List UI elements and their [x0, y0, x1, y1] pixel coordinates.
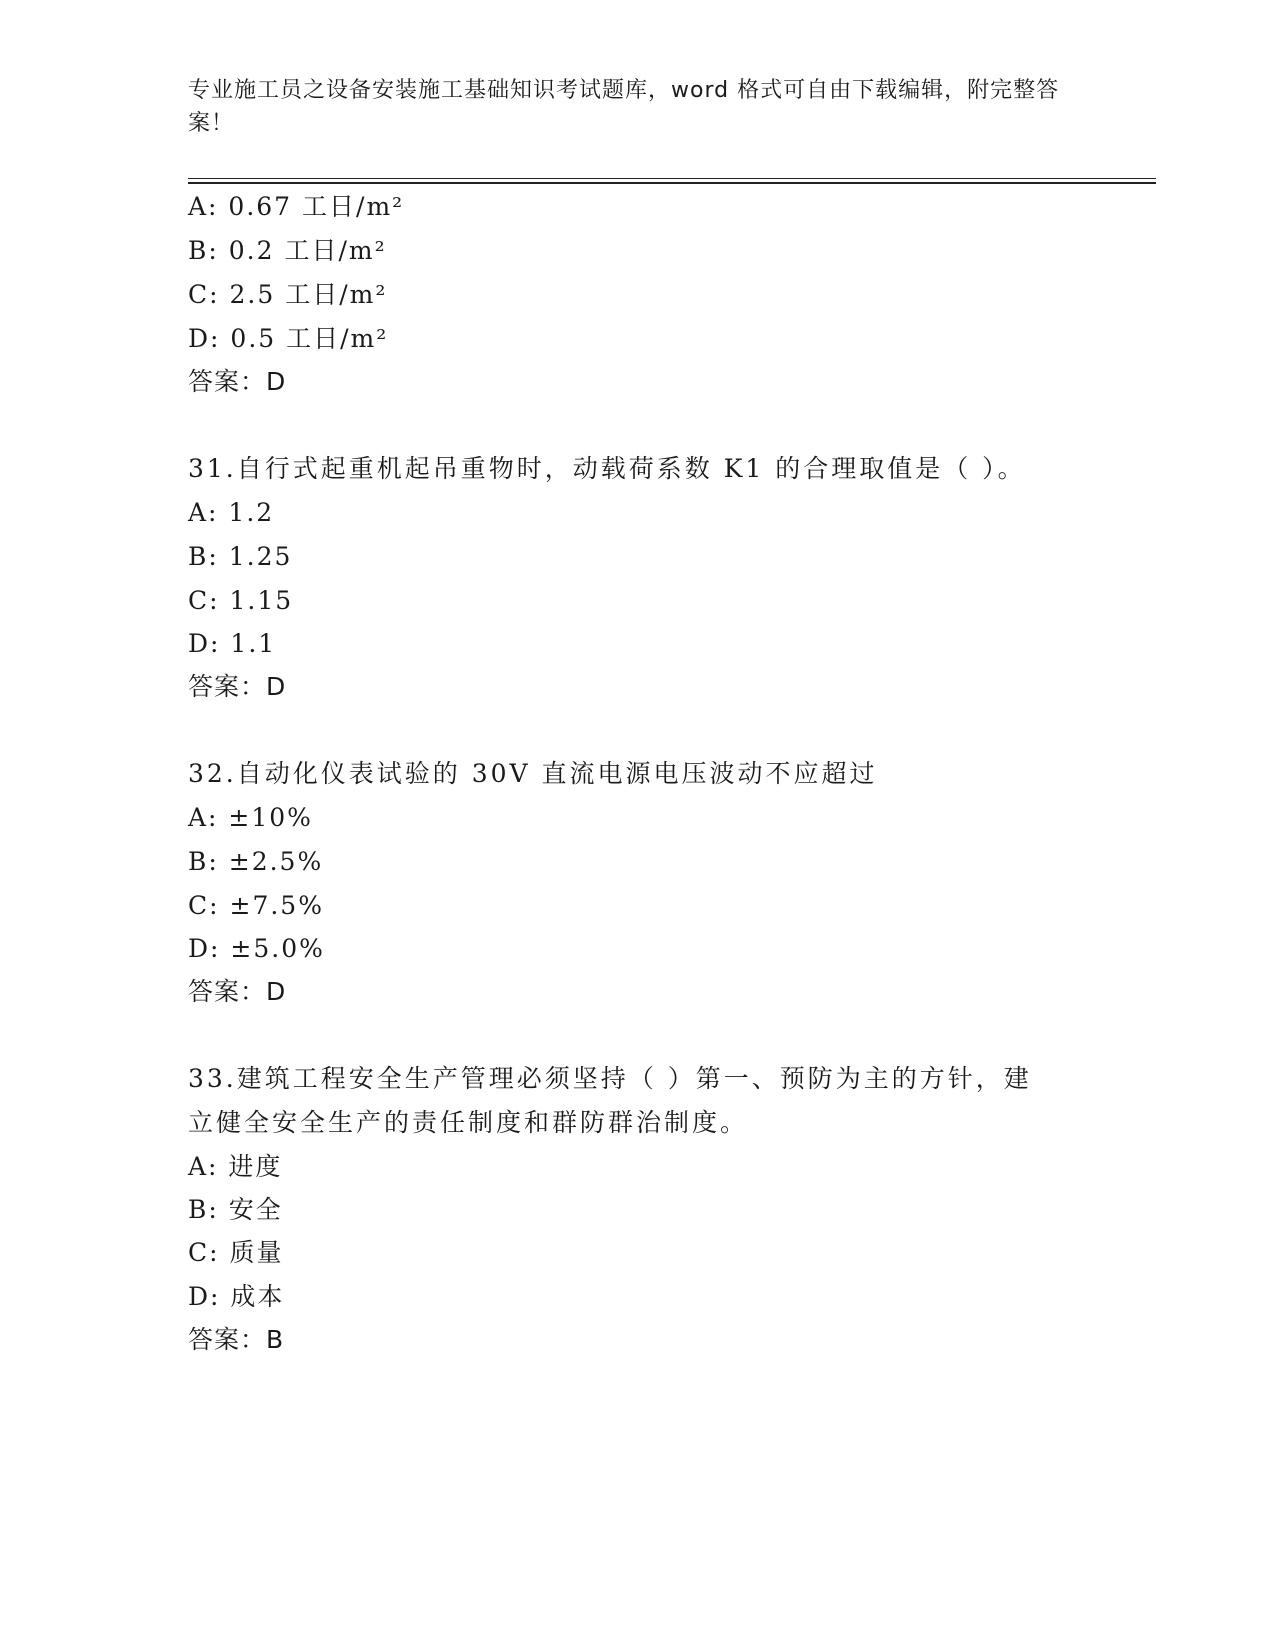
question-31-stem: 31.自行式起重机起吊重物时，动载荷系数 K1 的合理取值是（ ）。 — [188, 454, 1026, 483]
question-32-option-d: D: ±5.0% — [188, 934, 325, 963]
question-31-option-b: B: 1.25 — [188, 542, 293, 571]
question-33-option-c: C: 质量 — [188, 1238, 284, 1267]
question-31-answer: 答案：D — [188, 672, 287, 701]
question-33-option-d: D: 成本 — [188, 1282, 285, 1311]
question-33-option-b: B: 安全 — [188, 1195, 283, 1224]
question-31-option-d: D: 1.1 — [188, 629, 277, 658]
question-31-option-c: C: 1.15 — [188, 586, 294, 615]
option-c: C: 2.5 工日/m² — [188, 280, 388, 309]
option-b: B: 0.2 工日/m² — [188, 236, 387, 265]
document-header: 专业施工员之设备安装施工基础知识考试题库，word 格式可自由下载编辑，附完整答案！ — [188, 78, 1060, 136]
question-32-answer: 答案：D — [188, 977, 287, 1006]
question-33-stem-line-2: 立健全安全生产的责任制度和群防群治制度。 — [188, 1108, 749, 1137]
question-32-stem: 32.自动化仪表试验的 30V 直流电源电压波动不应超过 — [188, 759, 878, 788]
question-33-option-a: A: 进度 — [188, 1152, 283, 1181]
option-d: D: 0.5 工日/m² — [188, 324, 389, 353]
question-31-option-a: A: 1.2 — [188, 498, 275, 527]
header-divider-thin — [188, 178, 1156, 179]
question-32-option-a: A: ±10% — [188, 803, 313, 832]
question-32-option-c: C: ±7.5% — [188, 891, 324, 920]
answer-line: 答案：D — [188, 367, 287, 396]
question-33-answer: 答案：B — [188, 1325, 285, 1354]
option-a: A: 0.67 工日/m² — [188, 192, 405, 221]
question-32-option-b: B: ±2.5% — [188, 847, 324, 876]
header-divider-thick — [188, 182, 1156, 184]
question-33-stem-line-1: 33.建筑工程安全生产管理必须坚持（ ）第一、预防为主的方针，建 — [188, 1064, 1032, 1093]
